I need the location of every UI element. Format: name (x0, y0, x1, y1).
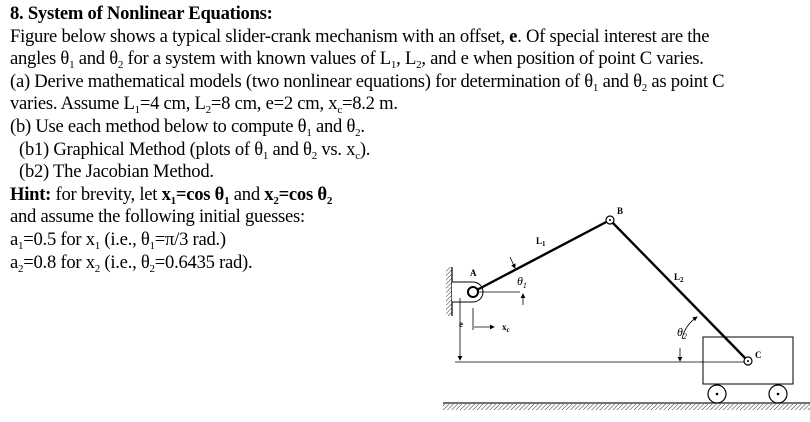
subscript: c (355, 149, 360, 162)
text-segment: =8.2 m. (342, 93, 398, 115)
text-segment: Figure below shows a typical slider-crank mechanism with an offset, (10, 25, 510, 47)
text-segment: x (161, 183, 171, 205)
text-segment: for brevity, let (51, 183, 162, 205)
point-c-label: C (755, 350, 762, 360)
text-segment: and θ (74, 48, 118, 70)
offset-label: e (459, 319, 463, 329)
subscript: 1 (592, 81, 599, 94)
point-a-label: A (470, 268, 477, 278)
text-segment: and θ (311, 115, 356, 137)
subscript: 1 (170, 194, 176, 207)
theta1-label: $\theta_1$ (517, 274, 527, 290)
subscript: 1 (390, 59, 397, 72)
link-l2-label: $L_2$ (674, 272, 684, 284)
text-segment: angles θ (10, 48, 70, 70)
subscript: 1 (18, 239, 24, 252)
link-l2 (610, 220, 748, 361)
subscript: 2 (149, 262, 155, 275)
subscript: 1 (69, 59, 75, 72)
text-segment: =cos θ (278, 183, 327, 205)
joint-a (468, 287, 478, 297)
text-segment: as point C (646, 70, 725, 92)
subscript: 1 (306, 126, 312, 139)
text-segment: Hint: (10, 183, 52, 205)
xc-label: $x_c$ (502, 322, 510, 334)
subscript: 2 (416, 59, 422, 72)
text-segment: and θ (268, 138, 312, 160)
slider-cart (703, 337, 793, 403)
text-segment: (b1) Graphical Method (plots of θ (19, 138, 263, 160)
subscript: 2 (641, 81, 647, 94)
text-segment: vs. x (316, 138, 356, 160)
text-segment: =0.8 for x (23, 251, 95, 273)
subscript: 2 (117, 59, 124, 72)
subscript: c (337, 104, 342, 117)
text-segment: =8 cm, e=2 cm, x (210, 93, 338, 115)
subscript: 1 (94, 239, 101, 252)
text-segment: ). (359, 138, 371, 160)
subscript: 1 (134, 104, 140, 117)
theta1-arrow-top (510, 257, 515, 268)
subscript: 1 (262, 149, 269, 162)
subscript: 2 (205, 104, 211, 117)
text-segment: (i.e., θ (100, 228, 150, 250)
subscript: 1 (149, 239, 155, 252)
text-segment: =cos θ (175, 183, 225, 205)
text-segment: =0.5 for x (23, 228, 95, 250)
subscript: 2 (18, 262, 24, 275)
text-segment: =4 cm, L (139, 93, 206, 115)
text-segment: a (10, 251, 19, 273)
text-segment: (a) Derive mathematical models (two nonlinear equations) for determination of θ (10, 70, 593, 92)
text-segment: a (10, 228, 19, 250)
text-segment: (b) Use each method below to compute θ (10, 115, 307, 137)
subscript: 1 (224, 194, 230, 207)
subscript: 2 (355, 126, 361, 139)
link-l1-label: $L_1$ (536, 236, 546, 248)
text-segment: (b2) The Jacobian Method. (19, 161, 214, 183)
text-segment: and assume the following initial guesses: (10, 206, 305, 228)
text-segment: =π/3 rad.) (154, 228, 226, 250)
text-segment: x (264, 183, 274, 205)
text-segment: e (509, 25, 518, 47)
text-segment: , and e when position of point C varies. (421, 48, 704, 70)
point-b-label: B (617, 206, 624, 216)
theta2-label: $\theta_2$ (677, 325, 687, 341)
text-segment: for a system with known values of L (123, 48, 391, 70)
text-segment: and (229, 183, 265, 205)
text-segment: =0.6435 rad). (154, 251, 253, 273)
subscript: 2 (311, 149, 317, 162)
text-segment: (i.e., θ (100, 251, 150, 273)
text-segment: 8. System of Nonlinear Equations: (10, 3, 273, 24)
ground (443, 403, 810, 410)
subscript: 2 (326, 194, 333, 207)
text-segment: , L (396, 48, 417, 70)
text-segment: . Of special interest are the (517, 25, 710, 47)
text-segment: varies. Assume L (10, 93, 135, 115)
text-segment: . (360, 115, 365, 137)
subscript: 2 (94, 262, 101, 275)
link-l1 (473, 220, 610, 292)
subscript: 2 (273, 194, 279, 207)
text-segment: and θ (598, 70, 642, 92)
